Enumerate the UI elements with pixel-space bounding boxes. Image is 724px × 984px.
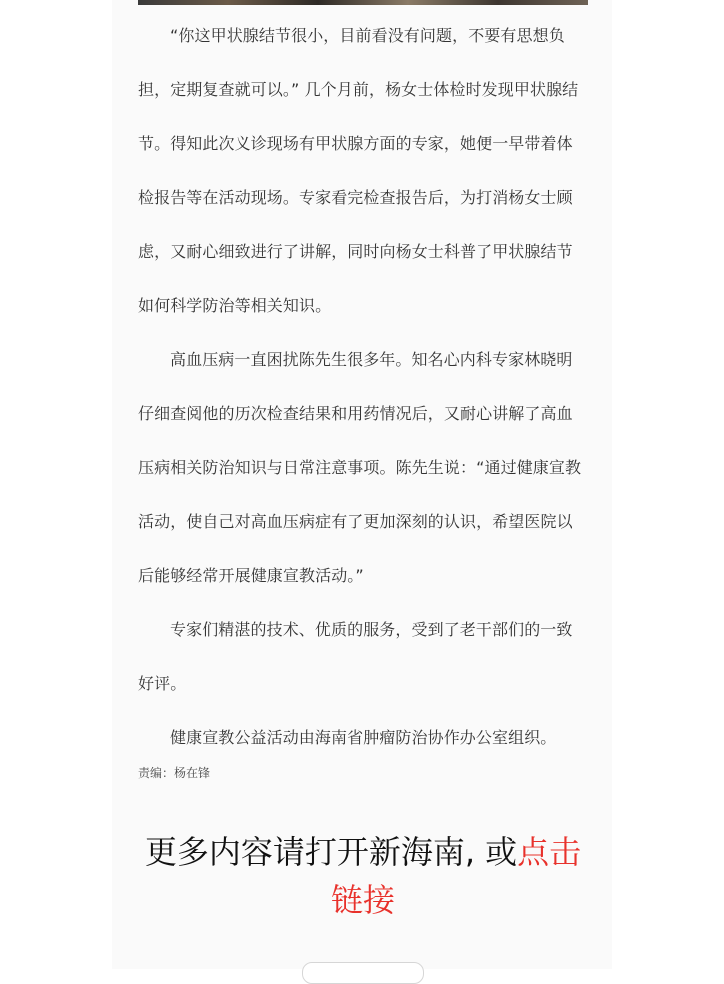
paragraph-thyroid: “你这甲状腺结节很小，目前看没有问题，不要有思想负担，定期复查就可以。” 几个月前，杨女士体检时发现甲状腺结节。得知此次义诊现场有甲状腺方面的专家，她便一早带着体检报告等在活动现场。专家看完检查报告后，为打消杨女士顾虑，又耐心细致进行了讲解，同时向杨女士科普了甲状腺结节如何科学防治等相关知识。 [138,26,579,315]
article-photo [138,0,588,5]
paragraph-hypertension: 高血压病一直困扰陈先生很多年。知名心内科专家林晓明仔细查阅他的历次检查结果和用药情况后，又耐心讲解了高血压病相关防治知识与日常注意事项。陈先生说：“通过健康宣教活动，使自己对高血压病症有了更加深刻的认识，希望医院以后能够经常开展健康宣教活动。” [138,350,582,585]
article-body [138,9,588,765]
paragraph-praise: 专家们精湛的技术、优质的服务，受到了老干部们的一致好评。 [138,620,573,693]
open-app-text: 更多内容请打开新海南, 或 [144,833,518,871]
bottom-button[interactable] [302,962,424,984]
paragraph-organizer: 健康宣教公益活动由海南省肿瘤防治协作办公室组织。 [170,728,557,747]
open-app-prompt [138,828,588,924]
editor-credit: 责编：杨在锋 [138,766,211,780]
click-link[interactable]: 点击链接 [330,833,582,919]
